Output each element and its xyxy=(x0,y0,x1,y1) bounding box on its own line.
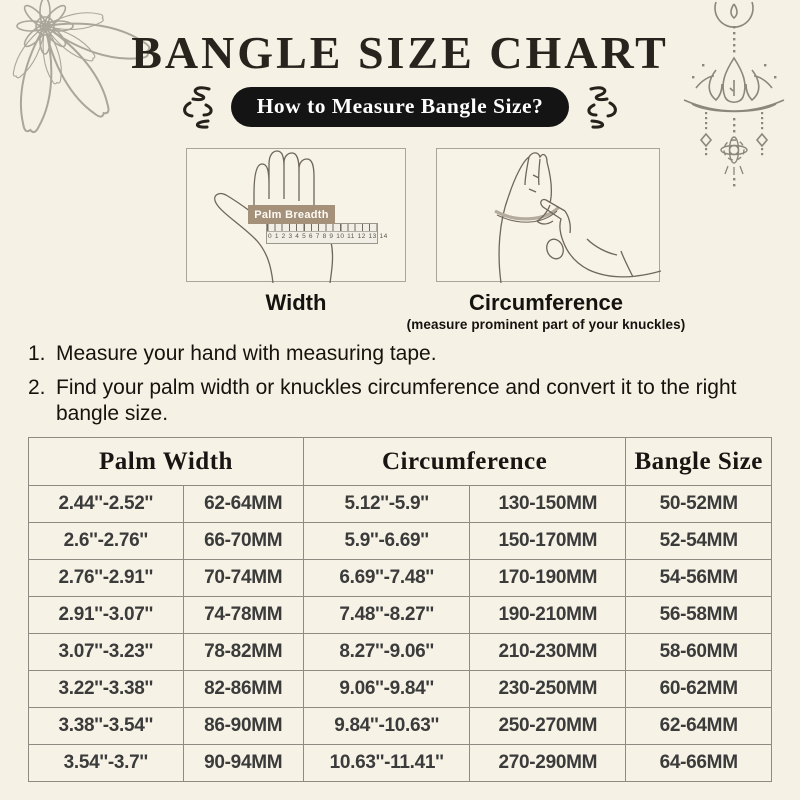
ruler-numbers: 0 1 2 3 4 5 6 7 8 9 10 11 12 13 14 xyxy=(268,233,388,240)
circumference-illustration xyxy=(436,148,660,282)
cell: 9.06''-9.84'' xyxy=(303,671,469,708)
circumference-caption-label: Circumference xyxy=(468,290,624,315)
instruction-2 xyxy=(28,375,768,428)
cell: 64-66MM xyxy=(626,745,772,782)
cell: 3.22''-3.38'' xyxy=(29,671,184,708)
instruction-1 xyxy=(28,341,768,368)
cell: 5.12''-5.9'' xyxy=(303,486,469,523)
circumference-note: (measure prominent part of your knuckles) xyxy=(406,317,686,332)
table-header-row xyxy=(29,438,772,486)
table-row xyxy=(29,634,772,671)
cell: 2.6''-2.76'' xyxy=(29,523,184,560)
width-caption xyxy=(186,290,406,316)
cell: 78-82MM xyxy=(183,634,303,671)
hands-measuring-icon xyxy=(437,149,661,283)
table-row xyxy=(29,560,772,597)
width-caption-label: Width xyxy=(265,290,327,315)
cell: 230-250MM xyxy=(470,671,626,708)
cell: 7.48''-8.27'' xyxy=(303,597,469,634)
cell: 60-62MM xyxy=(626,671,772,708)
palm-breadth-label: Palm Breadth xyxy=(248,205,335,224)
cell: 150-170MM xyxy=(470,523,626,560)
table-row xyxy=(29,708,772,745)
cell: 6.69''-7.48'' xyxy=(303,560,469,597)
cell: 9.84''-10.63'' xyxy=(303,708,469,745)
cell: 58-60MM xyxy=(626,634,772,671)
cell: 8.27''-9.06'' xyxy=(303,634,469,671)
cell: 82-86MM xyxy=(183,671,303,708)
subtitle-row xyxy=(0,84,800,130)
table-row xyxy=(29,486,772,523)
cell: 170-190MM xyxy=(470,560,626,597)
cell: 56-58MM xyxy=(626,597,772,634)
table-row xyxy=(29,745,772,782)
cell: 50-52MM xyxy=(626,486,772,523)
instruction-1-number: 1. xyxy=(28,342,46,365)
cell: 90-94MM xyxy=(183,745,303,782)
flourish-left-icon xyxy=(181,84,217,130)
page-title: BANGLE SIZE CHART xyxy=(131,27,669,78)
cell: 3.07''-3.23'' xyxy=(29,634,184,671)
cell: 54-56MM xyxy=(626,560,772,597)
ruler-ticks xyxy=(267,224,377,232)
header-bangle-size: Bangle Size xyxy=(626,438,772,486)
cell: 52-54MM xyxy=(626,523,772,560)
flourish-right-icon xyxy=(583,84,619,130)
cell: 3.54''-3.7'' xyxy=(29,745,184,782)
cell: 2.44''-2.52'' xyxy=(29,486,184,523)
ruler xyxy=(266,223,388,244)
instruction-2-text: Find your palm width or knuckles circumference and convert it to the right bangle size. xyxy=(56,375,737,426)
cell: 190-210MM xyxy=(470,597,626,634)
instruction-2-number: 2. xyxy=(28,375,46,399)
how-to-measure-banner: How to Measure Bangle Size? xyxy=(231,87,570,127)
table-row xyxy=(29,597,772,634)
header-circumference: Circumference xyxy=(303,438,625,486)
circumference-caption xyxy=(386,290,706,332)
cell: 210-230MM xyxy=(470,634,626,671)
cell: 5.9''-6.69'' xyxy=(303,523,469,560)
cell: 62-64MM xyxy=(183,486,303,523)
cell: 66-70MM xyxy=(183,523,303,560)
cell: 74-78MM xyxy=(183,597,303,634)
cell: 2.91''-3.07'' xyxy=(29,597,184,634)
instructions xyxy=(28,341,768,435)
cell: 86-90MM xyxy=(183,708,303,745)
cell: 250-270MM xyxy=(470,708,626,745)
cell: 70-74MM xyxy=(183,560,303,597)
cell: 270-290MM xyxy=(470,745,626,782)
instruction-1-text: Measure your hand with measuring tape. xyxy=(56,342,437,365)
cell: 2.76''-2.91'' xyxy=(29,560,184,597)
cell: 130-150MM xyxy=(470,486,626,523)
table-row xyxy=(29,671,772,708)
cell: 10.63''-11.41'' xyxy=(303,745,469,782)
cell: 62-64MM xyxy=(626,708,772,745)
table-row xyxy=(29,523,772,560)
cell: 3.38''-3.54'' xyxy=(29,708,184,745)
header-palm-width: Palm Width xyxy=(29,438,304,486)
width-illustration xyxy=(186,148,406,282)
bangle-size-table xyxy=(28,437,772,782)
